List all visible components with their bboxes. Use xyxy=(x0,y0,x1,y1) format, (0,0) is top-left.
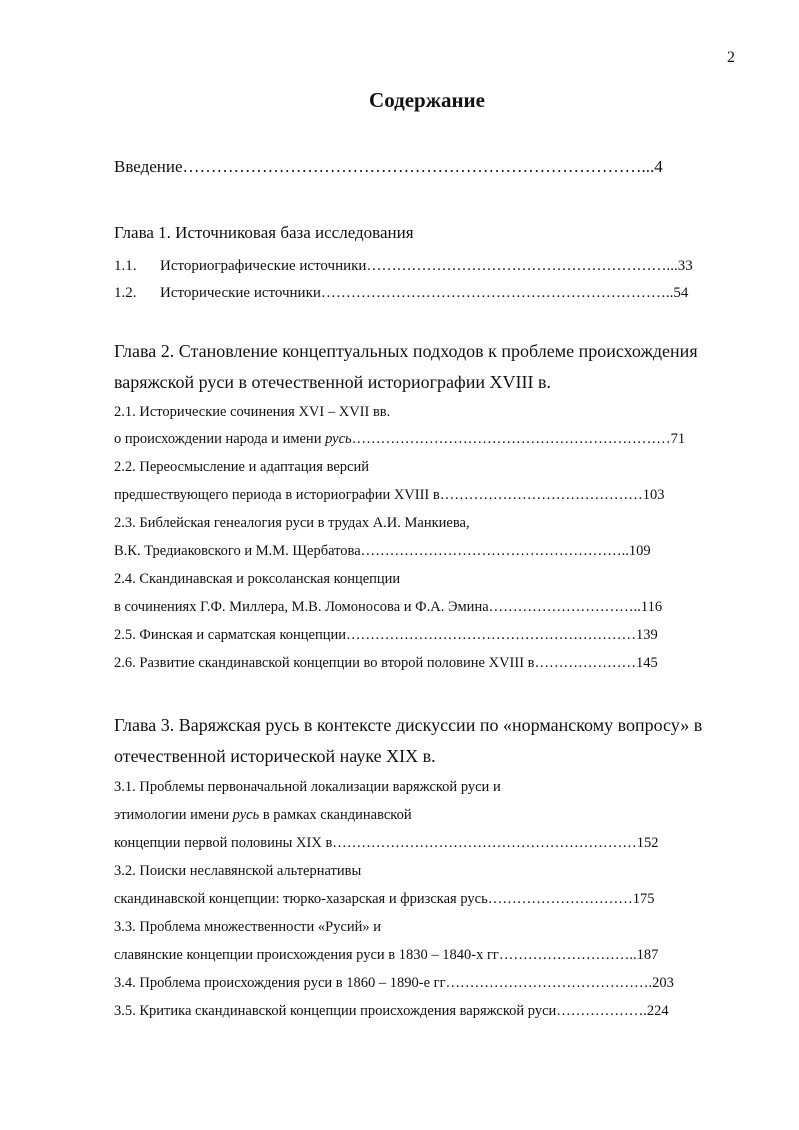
toc-entry-introduction[interactable]: Введение………………………………………………………………………...4 xyxy=(114,157,663,176)
toc-entry-3-3-line-2[interactable]: славянские концепции происхождения руси в 1830 – 1840-х гг………………………..187 xyxy=(114,947,659,963)
toc-entry-1-2[interactable]: Исторические источники……………………………………………………………..54 xyxy=(160,285,689,301)
toc-entry-2-5[interactable]: 2.5. Финская и сарматская концепции……………………………………………………139 xyxy=(114,627,658,643)
toc-entry-3-1-line-1[interactable]: 3.1. Проблемы первоначальной локализации варяжской руси и xyxy=(114,779,501,795)
chapter-1-heading: Глава 1. Источниковая база исследования xyxy=(114,223,414,242)
toc-entry-3-1-line-3[interactable]: концепции первой половины XIX в………………………………………………………152 xyxy=(114,835,659,851)
toc-text: в рамках скандинавской xyxy=(259,807,412,823)
toc-entry-2-1-line-1[interactable]: 2.1. Исторические сочинения XVI – XVII вв. xyxy=(114,404,391,420)
toc-entry-2-1-line-2[interactable] xyxy=(114,431,685,448)
toc-entry-2-4-line-2[interactable]: в сочинениях Г.Ф. Миллера, М.В. Ломоносова и Ф.А. Эмина…………………………..116 xyxy=(114,599,663,615)
page-title: Содержание xyxy=(369,88,485,112)
toc-entry-1-1-number: 1.1. xyxy=(114,258,137,274)
toc-entry-2-2-line-2[interactable]: предшествующего периода в историографии XVIII в……………………………………103 xyxy=(114,487,665,503)
toc-entry-2-4-line-1[interactable]: 2.4. Скандинавская и роксоланская концепции xyxy=(114,571,401,587)
toc-entry-3-2-line-2[interactable]: скандинавской концепции: тюрко-хазарская и фризская русь…………………………175 xyxy=(114,891,655,907)
toc-entry-1-1[interactable]: Историографические источники……………………………………………………...33 xyxy=(160,258,693,274)
toc-entry-2-6[interactable]: 2.6. Развитие скандинавской концепции во второй половине XVIII в…………………145 xyxy=(114,655,658,671)
chapter-3-heading-line-1: Глава 3. Варяжская русь в контексте дискуссии по «норманскому вопросу» в xyxy=(114,715,703,735)
toc-entry-3-1-line-2[interactable] xyxy=(114,807,412,824)
chapter-3-heading-line-2: отечественной исторической науке XIX в. xyxy=(114,746,436,766)
toc-text-italic: русь xyxy=(232,807,260,823)
toc-text: о происхождении народа и имени xyxy=(114,431,326,447)
page-number: 2 xyxy=(727,49,735,66)
toc-entry-1-2-number: 1.2. xyxy=(114,285,137,301)
chapter-2-heading-line-2: варяжской руси в отечественной историографии XVIII в. xyxy=(114,372,551,392)
toc-entry-3-4[interactable]: 3.4. Проблема происхождения руси в 1860 – 1890-е гг…………………………………….203 xyxy=(114,975,674,991)
toc-entry-3-3-line-1[interactable]: 3.3. Проблема множественности «Русий» и xyxy=(114,919,382,935)
chapter-2-heading-line-1: Глава 2. Становление концептуальных подходов к проблеме происхождения xyxy=(114,341,698,361)
toc-entry-3-5[interactable]: 3.5. Критика скандинавской концепции происхождения варяжской руси……………….224 xyxy=(114,1003,669,1019)
toc-text-italic: русь xyxy=(325,431,352,447)
toc-entry-2-2-line-1[interactable]: 2.2. Переосмысление и адаптация версий xyxy=(114,459,369,475)
toc-leader-page: …………………………………………………………71 xyxy=(351,431,686,447)
toc-entry-2-3-line-2[interactable]: В.К. Тредиаковского и М.М. Щербатова………………………………………………..109 xyxy=(114,543,651,559)
toc-text: этимологии имени xyxy=(114,807,233,823)
toc-entry-2-3-line-1[interactable]: 2.3. Библейская генеалогия руси в трудах А.И. Манкиева, xyxy=(114,515,470,531)
toc-entry-3-2-line-1[interactable]: 3.2. Поиски неславянской альтернативы xyxy=(114,863,362,879)
